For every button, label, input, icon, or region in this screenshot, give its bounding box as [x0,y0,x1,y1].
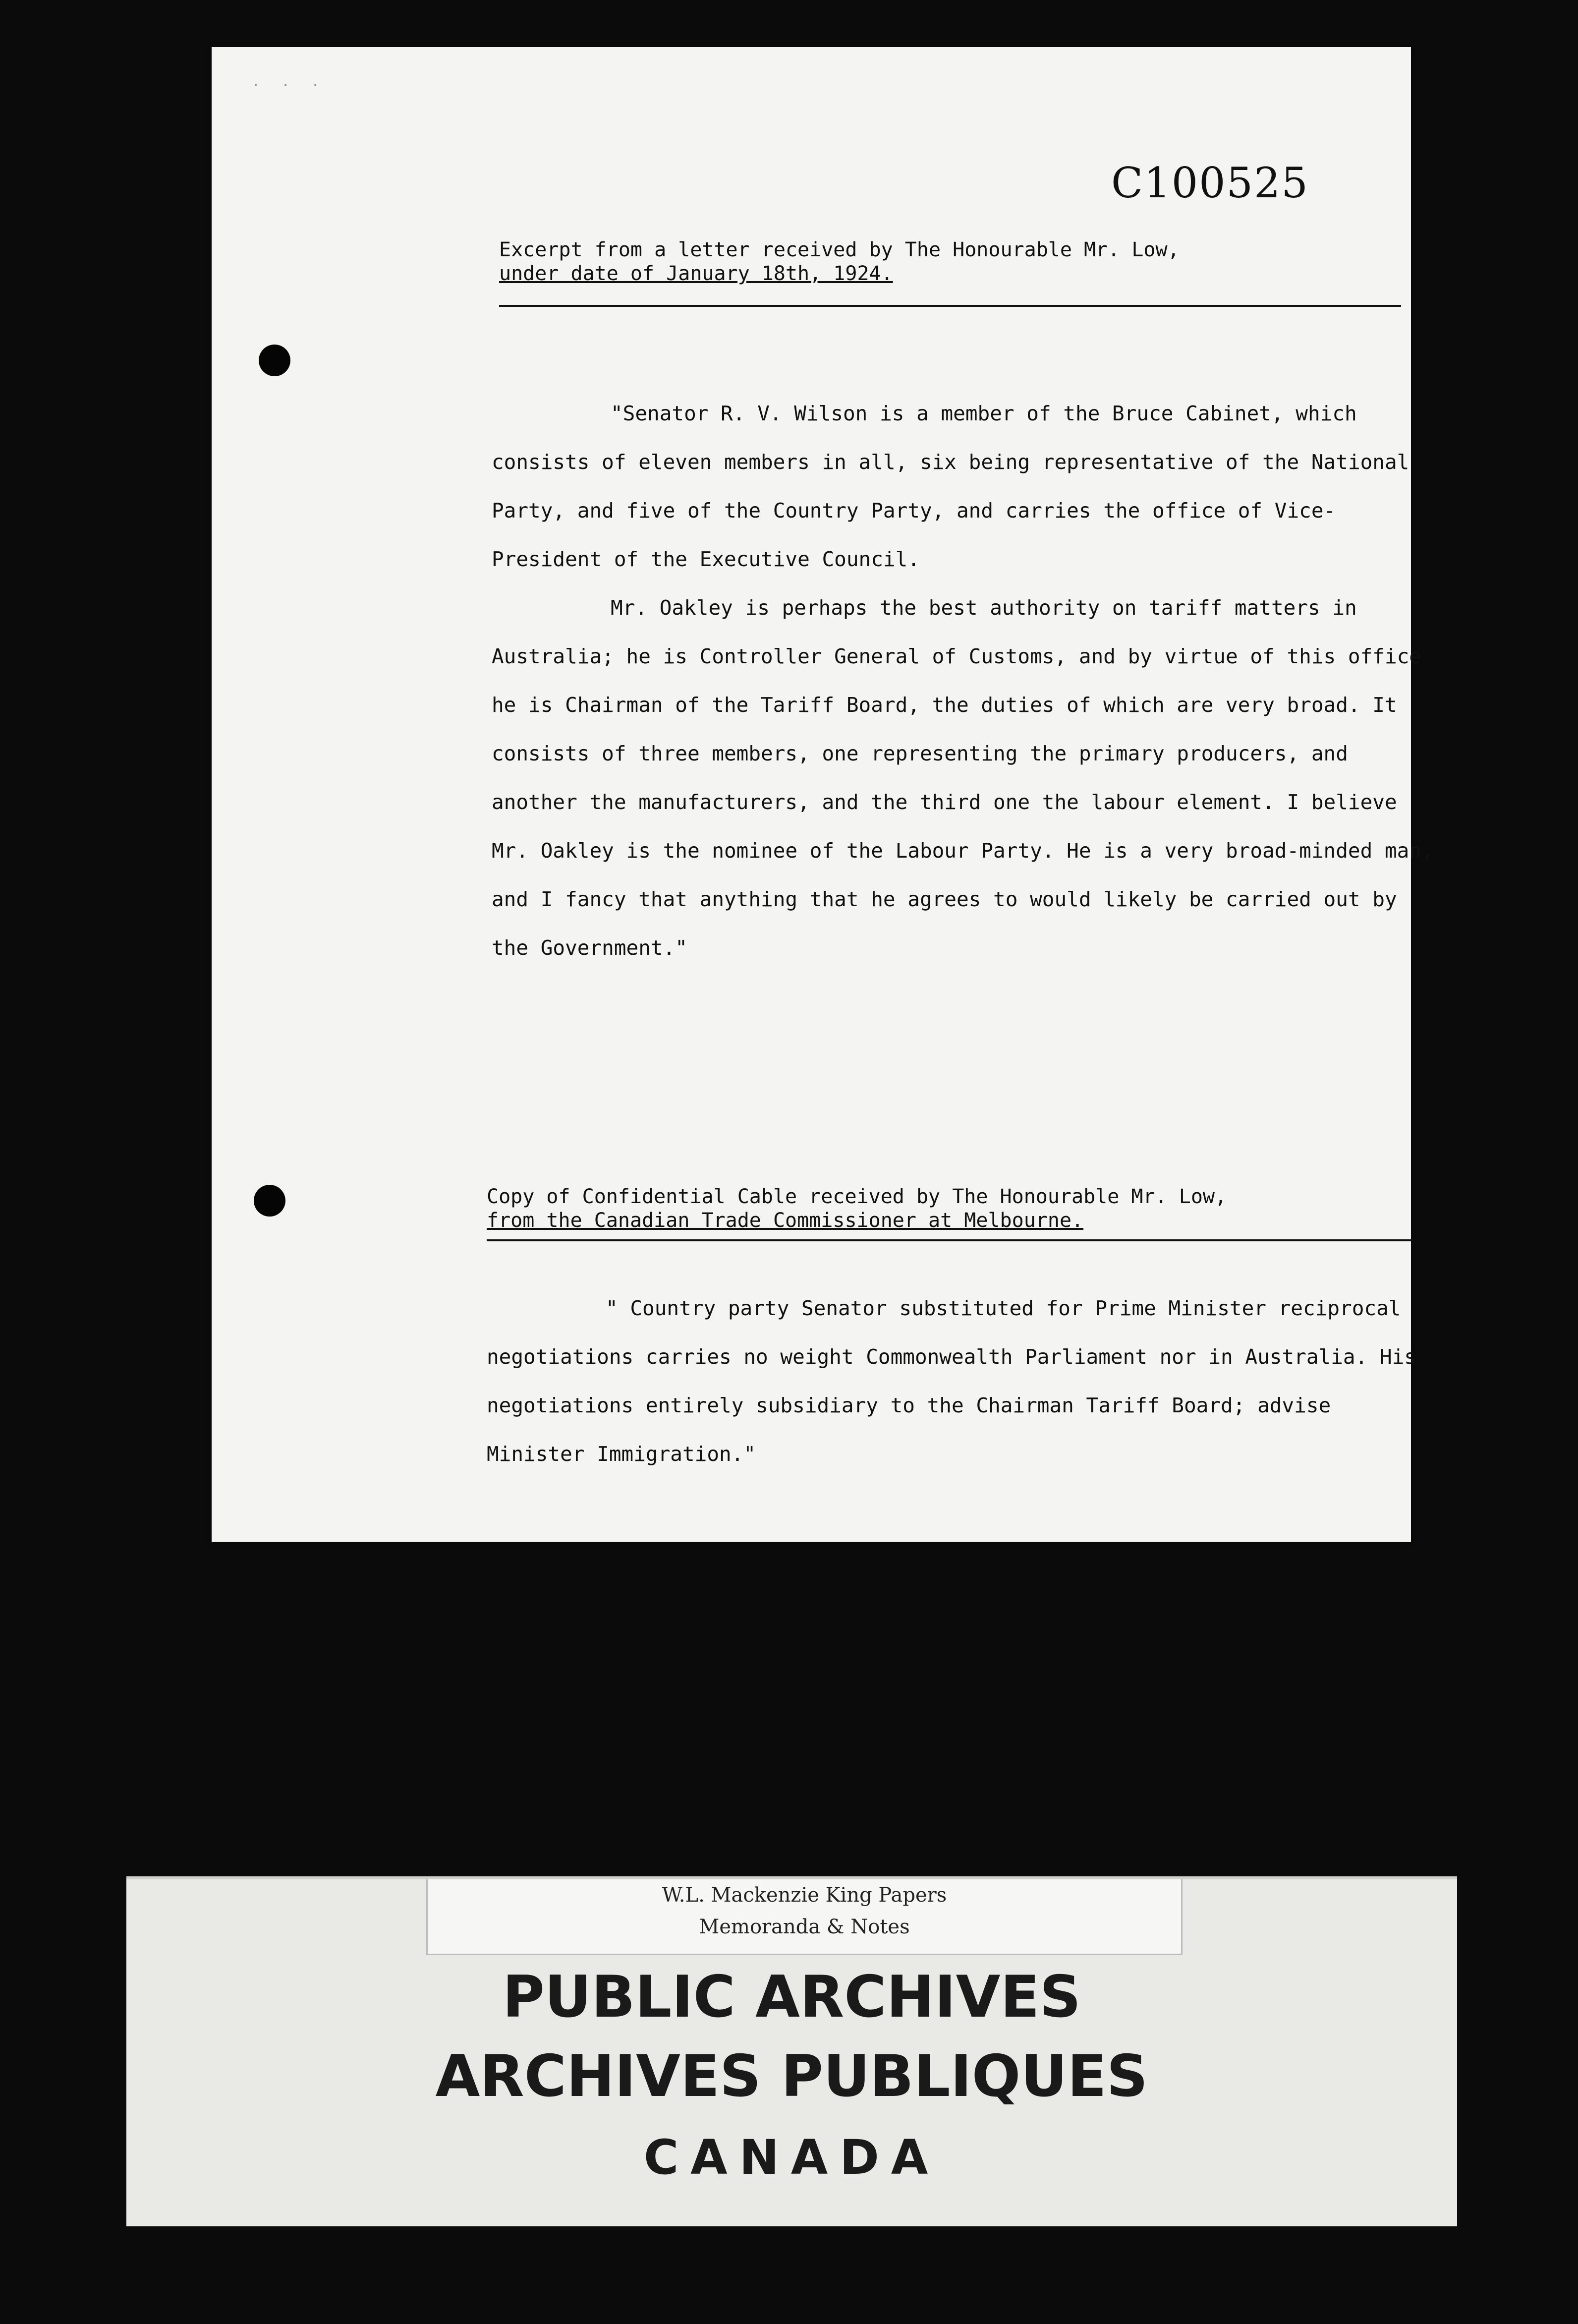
letter-paragraph-1: "Senator R. V. Wilson is a member of the Bruce Cabinet, which consists of eleven members in all, six being representative of the National Party, and five of the Country Party, and carries the office of Vice-President of the Executive Council. [492,402,1409,571]
punch-hole-bottom [254,1185,285,1217]
letter-heading [499,238,1180,286]
letter-paragraph-2: Mr. Oakley is perhaps the best authority on tariff matters in Australia; he is Controller General of Customs, and by virtue of this office he is Chairman of the Tariff Board, the duties of which are very broad. It consists of three members, one representing the primary producers, and another the manufacturers, and the third one the labour element. I believe Mr. Oakley is the nominee of the Labour Party. He is a very broad-minded man, and I fancy that anything that he agrees to would likely be carried out by the Government." [492,596,1434,960]
cable-heading-line1: Copy of Confidential Cable received by The Honourable Mr. Low, [487,1185,1227,1208]
letter-excerpt [492,389,1443,972]
cable-heading-rule [487,1239,1413,1241]
paper-speckles: · · · [251,77,326,94]
series-name: Memoranda & Notes [699,1916,910,1938]
cable-text: " Country party Senator substituted for Prime Minister reciprocal negotiations carries no weight Commonwealth Parliament nor in Australia. His negotiations entirely subsidiary to the Chairman Tariff Board; advise Minister Immigration." [487,1296,1416,1466]
cable-heading [487,1185,1227,1232]
collection-tab [426,1879,1183,1955]
document-number: C100525 [1111,159,1309,207]
archive-title-fr: ARCHIVES PUBLIQUES [435,2043,1148,2110]
letter-heading-line1: Excerpt from a letter received by The Honourable Mr. Low, [499,238,1180,261]
letter-heading-line2: under date of January 18th, 1924. [499,262,893,285]
archive-title-en: PUBLIC ARCHIVES [502,1964,1081,2031]
heading-rule [499,305,1401,307]
archive-country: CANADA [643,2130,940,2185]
cable-body [487,1284,1438,1478]
collection-name: W.L. Mackenzie King Papers [662,1884,947,1907]
punch-hole-top [259,345,290,376]
document-page [212,47,1434,1542]
archive-label [126,1876,1457,2226]
cable-heading-line2: from the Canadian Trade Commissioner at Melbourne. [487,1209,1084,1232]
